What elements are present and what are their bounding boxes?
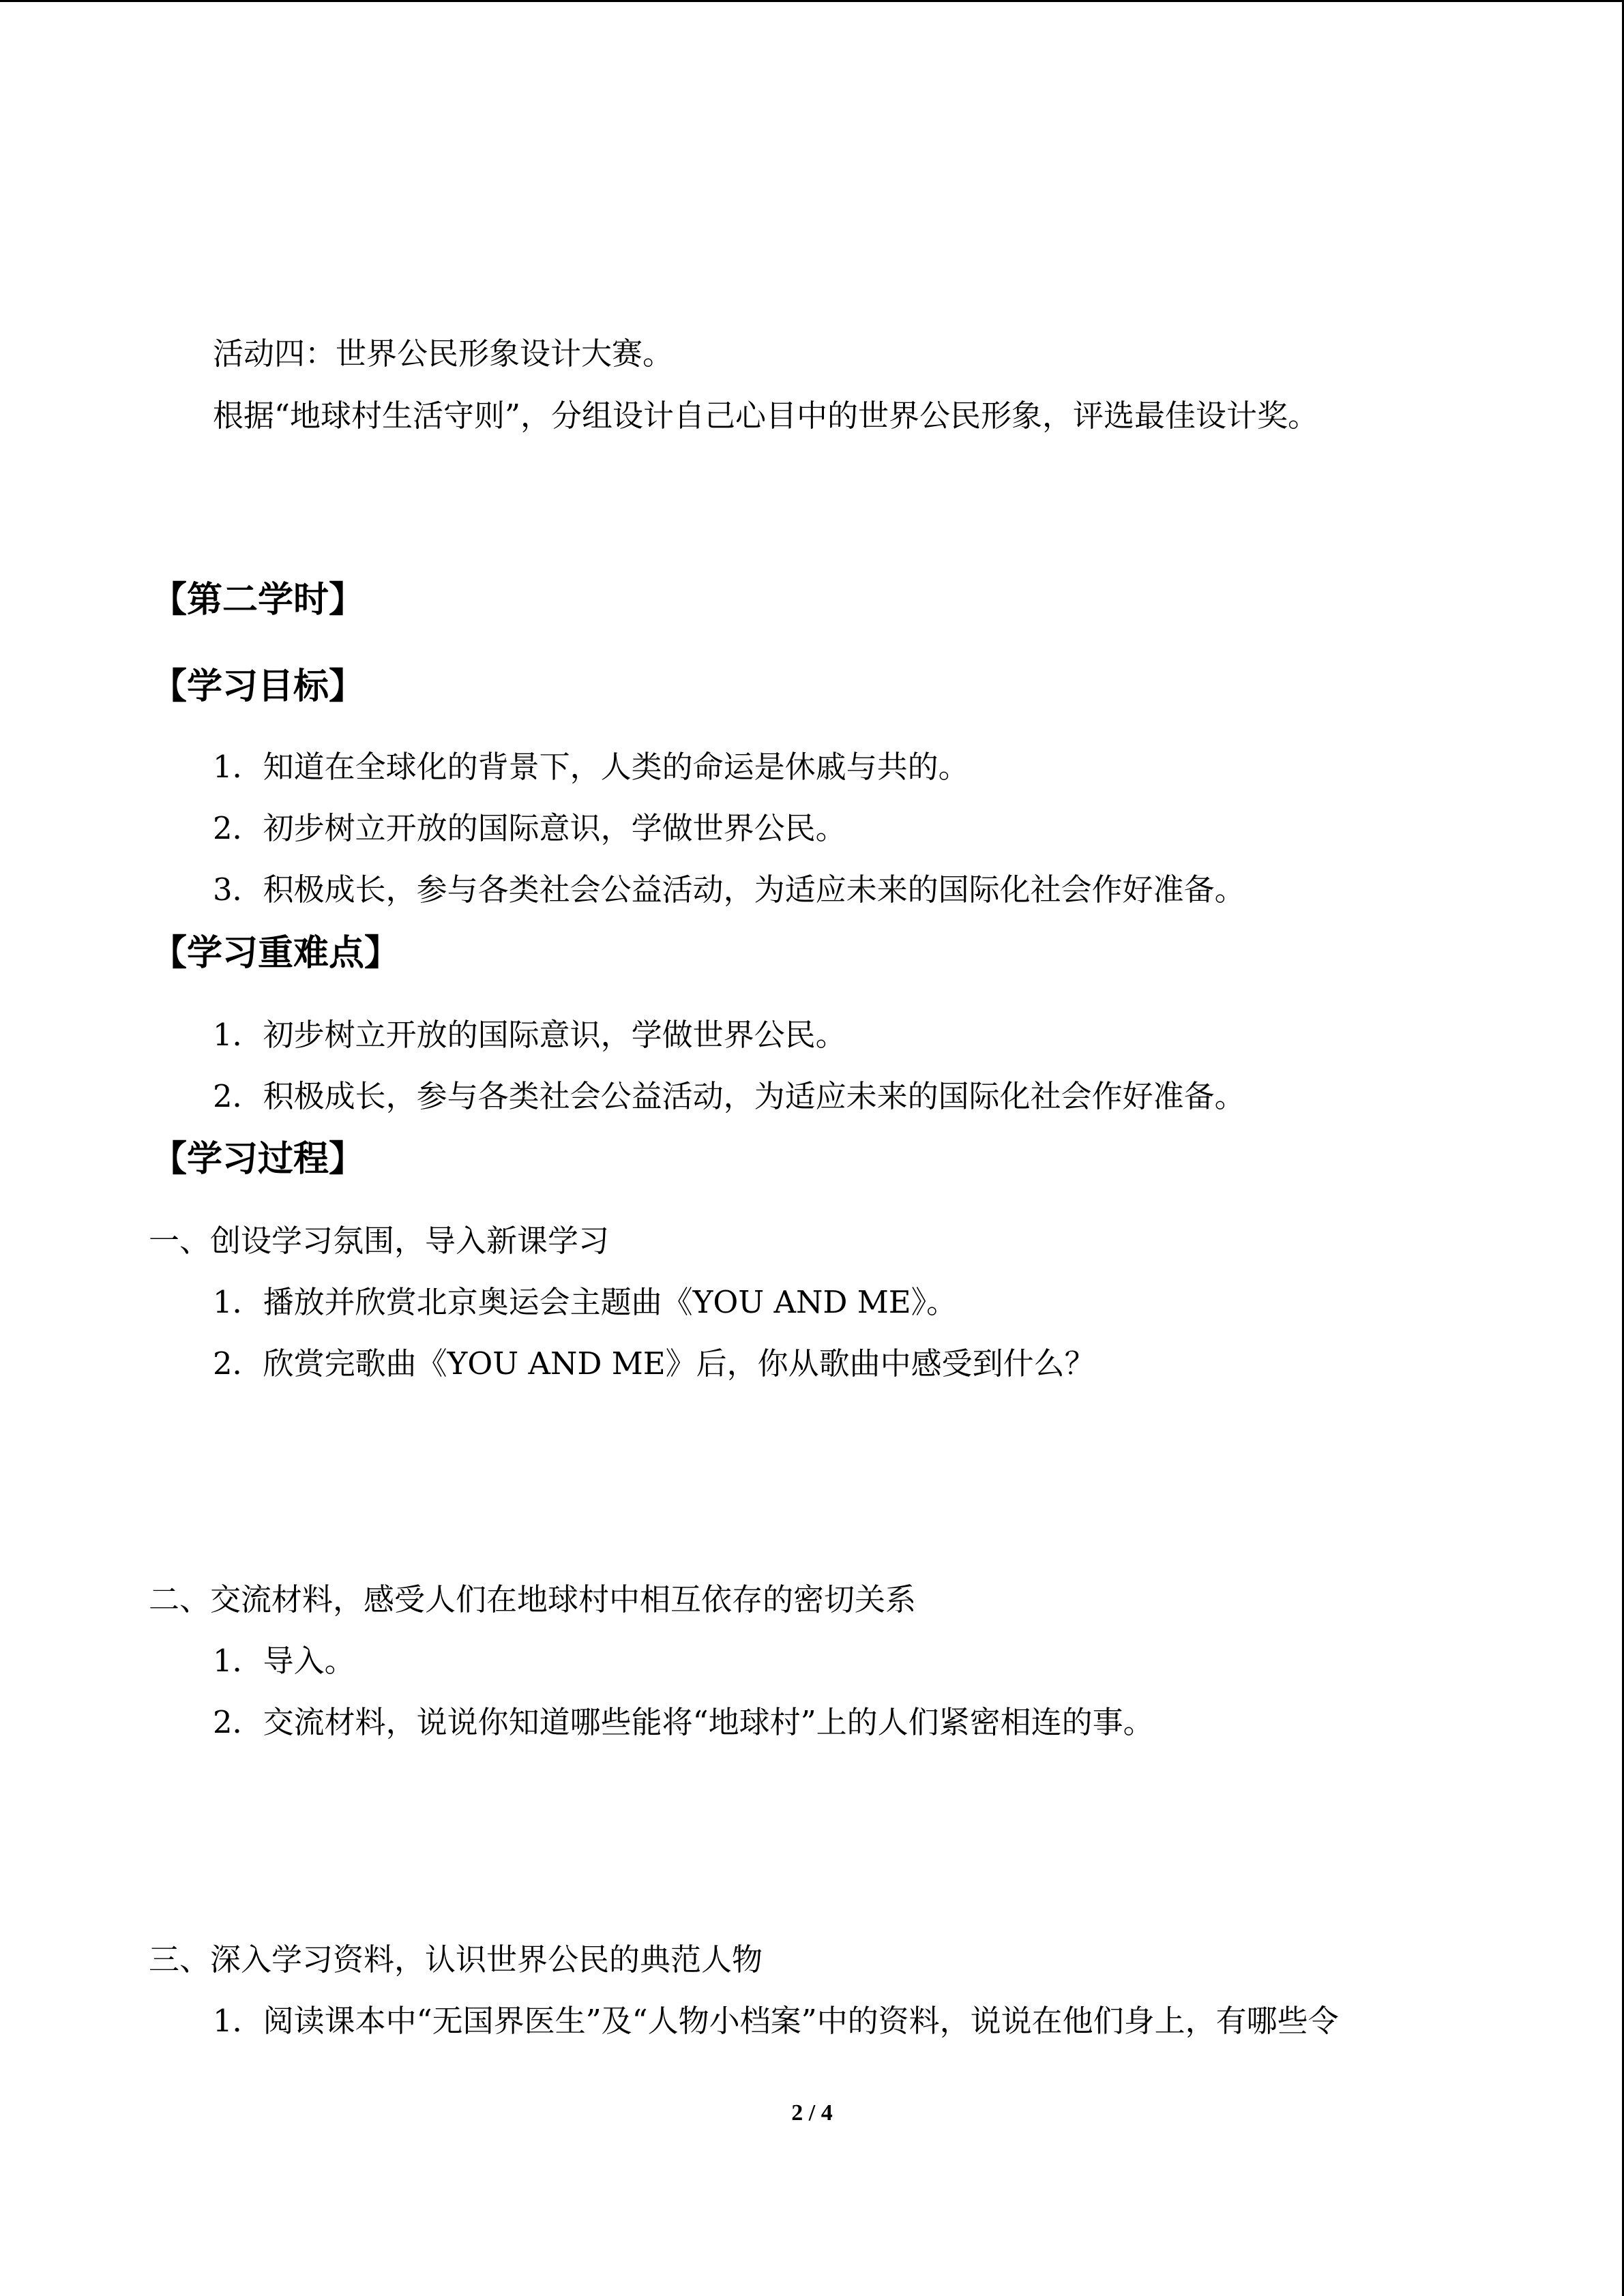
key-point-item: 2．积极成长，参与各类社会公益活动，为适应未来的国际化社会作好准备。 — [213, 1078, 1245, 1114]
page-number: 2 / 4 — [791, 2100, 833, 2126]
process-part1-item: 2．欣赏完歌曲《YOU AND ME》后，你从歌曲中感受到什么？ — [213, 1345, 1095, 1382]
objective-item: 1．知道在全球化的背景下，人类的命运是休戚与共的。 — [213, 749, 969, 785]
process-part2-title: 二、交流材料，感受人们在地球村中相互依存的密切关系 — [149, 1581, 917, 1617]
activity-title: 活动四：世界公民形象设计大赛。 — [213, 336, 674, 372]
page-top-border — [0, 0, 1624, 2]
key-points-heading: 【学习重难点】 — [151, 933, 400, 974]
process-heading: 【学习过程】 — [151, 1139, 365, 1180]
process-part3-title: 三、深入学习资料，认识世界公民的典范人物 — [149, 1941, 763, 1978]
process-part2-item: 2．交流材料，说说你知道哪些能将“地球村”上的人们紧密相连的事。 — [213, 1704, 1154, 1740]
process-part2-item: 1．导入。 — [213, 1643, 355, 1679]
process-part3-item: 1．阅读课本中“无国界医生”及“人物小档案”中的资料，说说在他们身上，有哪些令 — [213, 2003, 1339, 2039]
objective-item: 2．初步树立开放的国际意识，学做世界公民。 — [213, 810, 846, 846]
process-part1-item: 1．播放并欣赏北京奥运会主题曲《YOU AND ME》。 — [213, 1284, 958, 1320]
process-part1-title: 一、创设学习氛围，导入新课学习 — [149, 1223, 610, 1259]
key-point-item: 1．初步树立开放的国际意识，学做世界公民。 — [213, 1017, 846, 1053]
objective-item: 3．积极成长，参与各类社会公益活动，为适应未来的国际化社会作好准备。 — [213, 871, 1245, 908]
objectives-heading: 【学习目标】 — [151, 666, 365, 707]
activity-desc: 根据“地球村生活守则”，分组设计自己心目中的世界公民形象，评选最佳设计奖。 — [213, 398, 1319, 434]
section-heading-lesson2: 【第二学时】 — [151, 580, 365, 621]
